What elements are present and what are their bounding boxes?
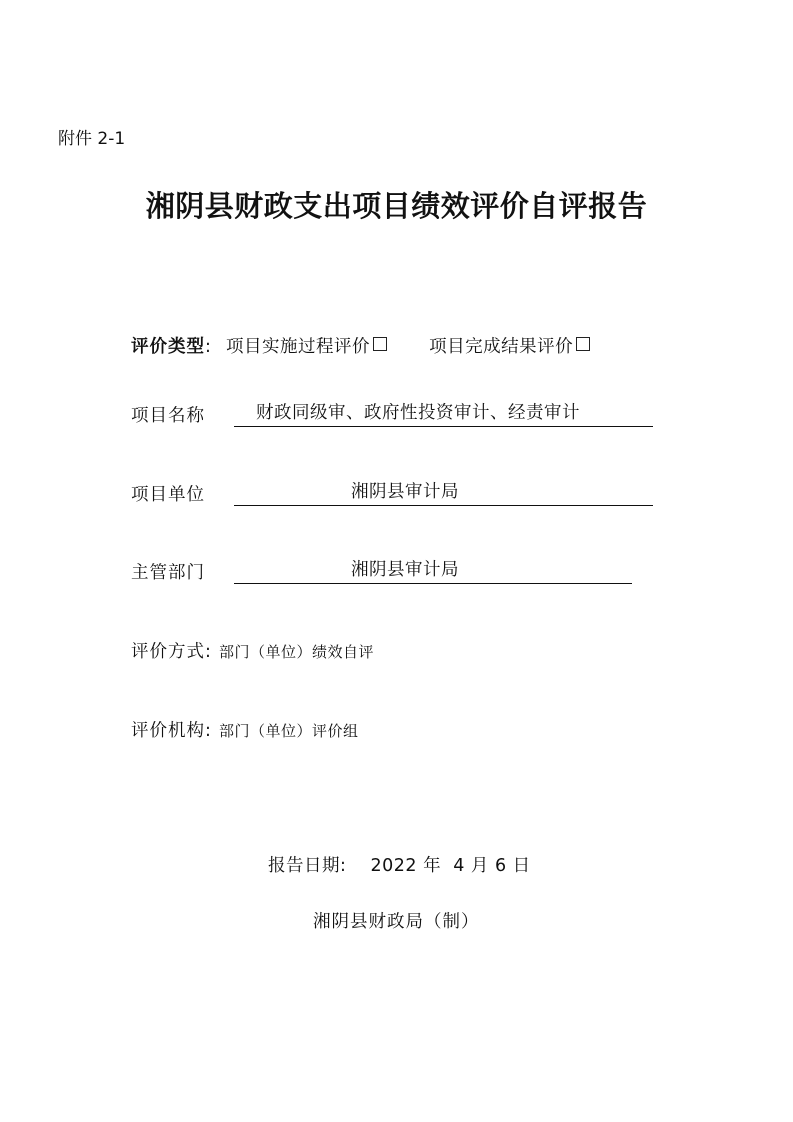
- option-process-evaluation: [226, 337, 393, 357]
- report-date-value: 2022 年 4 月 6 日: [370, 856, 531, 876]
- project-unit-value: 湘阴县审计局: [351, 482, 459, 502]
- evaluation-type-colon: :: [205, 337, 211, 357]
- competent-department-field: [234, 557, 632, 584]
- attachment-label: 附件 2-1: [58, 129, 126, 149]
- process-evaluation-checkbox[interactable]: [373, 337, 387, 351]
- evaluation-agency-row: [131, 717, 359, 742]
- project-name-field: [234, 400, 653, 427]
- project-unit-field: [234, 479, 653, 506]
- evaluation-agency-label: 评价机构:: [131, 721, 212, 741]
- result-evaluation-checkbox[interactable]: [576, 337, 590, 351]
- report-title: 湘阴县财政支出项目绩效评价自评报告: [145, 189, 648, 223]
- evaluation-type-row: [131, 333, 590, 358]
- competent-department-value: 湘阴县审计局: [351, 560, 459, 580]
- evaluation-type-label: 评价类型: [131, 337, 205, 357]
- evaluation-method-label: 评价方式:: [131, 642, 212, 662]
- report-date-label: 报告日期:: [268, 856, 347, 876]
- project-name-value: 财政同级审、政府性投资审计、经责审计: [256, 403, 580, 423]
- option-result-label: 项目完成结果评价: [429, 337, 574, 357]
- evaluation-agency-value: 部门（单位）评价组: [219, 722, 359, 740]
- evaluation-method-value: 部门（单位）绩效自评: [219, 643, 375, 661]
- evaluation-method-row: [131, 638, 374, 663]
- report-date-row: [268, 852, 531, 877]
- option-result-evaluation: [429, 337, 590, 357]
- option-process-label: 项目实施过程评价: [226, 337, 370, 357]
- project-name-label: 项目名称: [131, 406, 205, 426]
- project-unit-label: 项目单位: [131, 485, 205, 505]
- competent-department-label: 主管部门: [131, 563, 205, 583]
- issuer: 湘阴县财政局（制）: [313, 912, 480, 932]
